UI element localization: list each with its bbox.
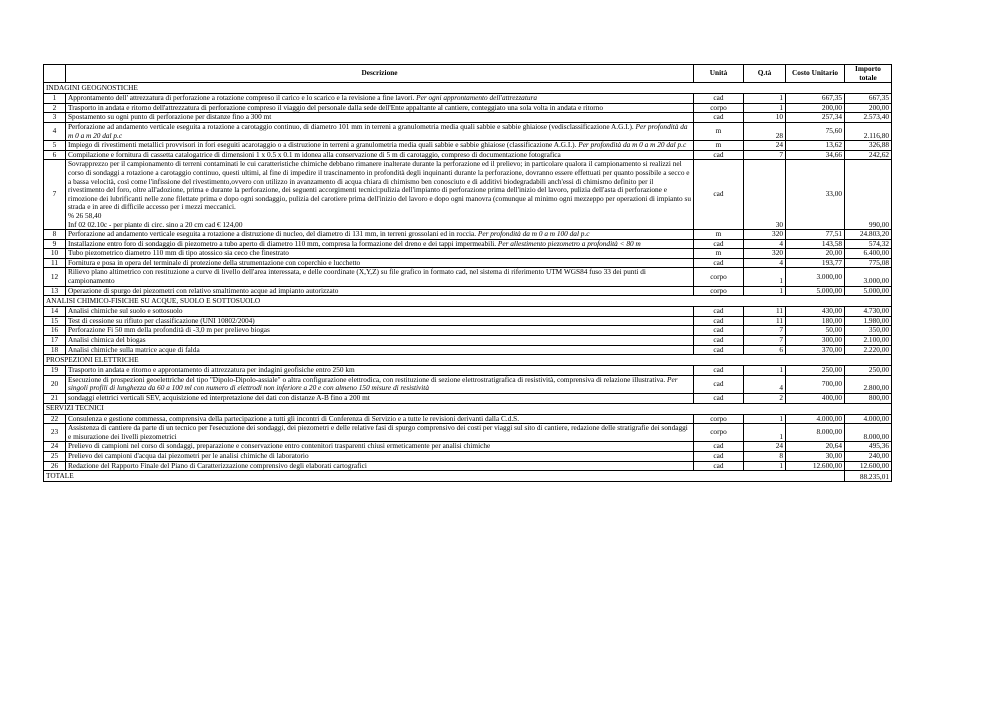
- row-quantity: 24: [744, 442, 786, 452]
- row-unit: cad: [694, 239, 744, 249]
- row-unit-cost: 193,77: [786, 258, 845, 268]
- row-unit-cost: 200,00: [786, 103, 845, 113]
- row-description: [66, 141, 694, 151]
- row-quantity: 1: [744, 103, 786, 113]
- row-total: 5.000,00: [845, 286, 892, 296]
- row-total: 2.116,80: [845, 122, 892, 140]
- row-unit: corpo: [694, 414, 744, 424]
- row-unit: cad: [694, 307, 744, 317]
- col-qta-header: Q.tà: [744, 65, 786, 83]
- row-quantity: 1: [744, 366, 786, 376]
- row-number: 20: [44, 375, 66, 393]
- description-italic: Per singoli profili di lunghezza da 60 a 100 ml con numero di elettrodi non inferiore a 20 e con almeno 150 misure di resistività: [68, 375, 678, 393]
- description-text: Prelievo dei campioni d'acqua dai piezometri per le analisi chimiche di laboratorio: [68, 451, 309, 460]
- description-text: Spostamento su ogni punto di perforazione per distanze fino a 300 mt: [68, 112, 272, 122]
- description-text: Operazione di spurgo dei piezometri con relativo smaltimento acque ad impianto autorizzato: [68, 286, 339, 295]
- row-total: 4.000,00: [845, 414, 892, 424]
- section-title: PROSPEZIONI ELETTRICHE: [44, 355, 892, 366]
- description-text: Approntamento dell' attrezzatura di perforazione a rotazione compreso il carico e lo scarico e la revisione a fine lavori.: [68, 93, 415, 103]
- row-total: 775,08: [845, 258, 892, 268]
- col-number-header: [44, 65, 66, 83]
- description-text: Esecuzione di prospezioni geoelettriche del tipo "Dipolo-Dipolo-assiale" o altra configurazione elettrodica, con restituzione di sezione elettrostratigrafica di resistività, comprensiva di relazione illustrativa.: [68, 375, 666, 384]
- description-text: Analisi chimica del biogas: [68, 335, 146, 345]
- row-unit-cost: 77,51: [786, 230, 845, 240]
- total-row: [44, 471, 892, 482]
- row-number: 22: [44, 414, 66, 424]
- row-description: [66, 442, 694, 452]
- table-row: [44, 150, 892, 160]
- total-label: TOTALE: [44, 471, 845, 482]
- row-total: 4.730,00: [845, 307, 892, 317]
- row-description: [66, 336, 694, 346]
- row-unit-cost: 13,62: [786, 141, 845, 151]
- row-unit: cad: [694, 326, 744, 336]
- row-unit: cad: [694, 442, 744, 452]
- row-quantity: 2: [744, 394, 786, 404]
- row-total: 12.600,00: [845, 461, 892, 471]
- row-quantity: 7: [744, 150, 786, 160]
- table-row: [44, 249, 892, 259]
- description-text: Analisi chimiche sulla matrice acque di falda: [68, 345, 200, 354]
- row-unit-cost: 143,58: [786, 239, 845, 249]
- row-number: 1: [44, 94, 66, 104]
- row-quantity: 4: [744, 375, 786, 393]
- row-quantity: 1: [744, 424, 786, 442]
- table-row: [44, 307, 892, 317]
- row-unit-cost: 12.600,00: [786, 461, 845, 471]
- row-description: [66, 230, 694, 240]
- row-number: 11: [44, 258, 66, 268]
- row-total: 24.803,20: [845, 230, 892, 240]
- row-unit: m: [694, 249, 744, 259]
- row-number: 19: [44, 366, 66, 376]
- row-quantity: 30: [744, 160, 786, 230]
- row-unit-cost: 257,34: [786, 113, 845, 123]
- row-unit-cost: 5.000,00: [786, 286, 845, 296]
- row-quantity: 6: [744, 345, 786, 355]
- table-row: [44, 316, 892, 326]
- row-unit-cost: 20,64: [786, 442, 845, 452]
- description-text: sondaggi elettrici verticali SEV, acquisizione ed interpretazione dei dati con distanze A-B fino a 200 mt: [68, 393, 370, 402]
- table-row: [44, 366, 892, 376]
- table-row: [44, 286, 892, 296]
- description-text: Prelievo di campioni nel corso di sondaggi, preparazione e conservazione entro contenitori trasparenti chiusi ermeticamente per analisi chimiche: [68, 441, 491, 451]
- row-description: [66, 268, 694, 286]
- table-row: [44, 424, 892, 442]
- table-row: [44, 268, 892, 286]
- row-number: 9: [44, 239, 66, 249]
- row-unit: cad: [694, 366, 744, 376]
- row-quantity: 11: [744, 307, 786, 317]
- row-unit: cad: [694, 375, 744, 393]
- row-quantity: 7: [744, 326, 786, 336]
- description-text: Compilazione e fornitura di cassetta catalogatrice di dimensioni 1 x 0.5 x 0.1 m idonea alla conservazione di 5 m di carotaggio, compreso di documentazione fotografica: [68, 150, 561, 159]
- col-importo-header: Importo totale: [845, 65, 892, 83]
- table-row: [44, 451, 892, 461]
- row-quantity: 7: [744, 336, 786, 346]
- description-text: Trasporto in andata e ritorno e approntamento di attrezzatura per indagini geofisiche entro 250 km: [68, 365, 355, 375]
- total-value: 88.235,01: [845, 471, 892, 482]
- row-total: 574,32: [845, 239, 892, 249]
- row-description: [66, 286, 694, 296]
- row-unit: cad: [694, 316, 744, 326]
- row-description: [66, 307, 694, 317]
- section-row: [44, 355, 892, 366]
- row-total: 250,00: [845, 366, 892, 376]
- row-quantity: 10: [744, 113, 786, 123]
- row-unit-cost: 20,00: [786, 249, 845, 259]
- description-text: Test di cessione su rifiuto per classificazione (UNI 10802/2004): [68, 316, 255, 325]
- col-descrizione-header: Descrizione: [66, 65, 694, 83]
- row-description: [66, 103, 694, 113]
- table-row: [44, 394, 892, 404]
- row-total: 6.400,00: [845, 249, 892, 259]
- row-description: [66, 239, 694, 249]
- row-unit: m: [694, 141, 744, 151]
- cost-estimate-table: [43, 64, 892, 482]
- row-total: 350,00: [845, 326, 892, 336]
- table-row: [44, 461, 892, 471]
- row-unit: m: [694, 230, 744, 240]
- description-extra-line: Inf 02 02.10c - per piante di circ. sino a 20 cm cad € 124,00: [68, 219, 243, 229]
- row-total: 2.573,40: [845, 113, 892, 123]
- row-number: 21: [44, 394, 66, 404]
- row-unit-cost: 400,00: [786, 394, 845, 404]
- row-unit: cad: [694, 461, 744, 471]
- row-total: 240,00: [845, 451, 892, 461]
- row-unit-cost: 33,00: [786, 160, 845, 230]
- row-number: 23: [44, 424, 66, 442]
- description-text: Trasporto in andata e ritorno dell'attrezzatura di perforazione compreso il viaggio del personale dalla sede dell'Ente appaltante al cantiere, conteggiato una sola volta in andata e ritorno: [68, 103, 604, 112]
- row-quantity: 28: [744, 122, 786, 140]
- table-row: [44, 230, 892, 240]
- row-number: 2: [44, 103, 66, 113]
- description-extra-line: % 26 58,40: [68, 210, 102, 220]
- table-row: [44, 141, 892, 151]
- row-number: 12: [44, 268, 66, 286]
- header-row: [44, 65, 892, 83]
- row-description: [66, 366, 694, 376]
- row-quantity: 320: [744, 230, 786, 240]
- description-text: Rilievo plano altimetrico con restituzione a curve di livello dell'area interessata, e delle coordinate (X,Y,Z) su file grafico in formato cad, nel sistema di riferimento UTM WGS84 fuso 33 dei punti di campionamento: [68, 267, 646, 286]
- row-unit-cost: 34,66: [786, 150, 845, 160]
- row-unit-cost: 370,00: [786, 345, 845, 355]
- row-total: 990,00: [845, 160, 892, 230]
- row-number: 8: [44, 230, 66, 240]
- row-description: [66, 94, 694, 104]
- row-description: [66, 394, 694, 404]
- row-total: 2.220,00: [845, 345, 892, 355]
- row-unit: cad: [694, 113, 744, 123]
- row-quantity: 4: [744, 258, 786, 268]
- row-total: 495,36: [845, 442, 892, 452]
- row-number: 3: [44, 113, 66, 123]
- row-quantity: 1: [744, 268, 786, 286]
- row-number: 5: [44, 141, 66, 151]
- row-description: [66, 113, 694, 123]
- table-row: [44, 326, 892, 336]
- row-number: 17: [44, 336, 66, 346]
- row-unit-cost: 430,00: [786, 307, 845, 317]
- row-quantity: 320: [744, 249, 786, 259]
- row-quantity: 1: [744, 286, 786, 296]
- description-text: Installazione entro foro di sondaggio di piezometro a tubo aperto di diametro 110 mm, compresa la formazione del dreno e dei tappi impermeabili.: [68, 239, 497, 248]
- section-title: ANALISI CHIMICO-FISICHE SU ACQUE, SUOLO E SOTTOSUOLO: [44, 296, 892, 307]
- description-text: Assistenza di cantiere da parte di un tecnico per l'esecuzione dei sondaggi, dei piezometri e delle relative fasi di spurgo comprensivo dei costi per viaggi sul sito di cantiere, redazione delle stratigrafie dei sondaggi e misurazione dei livelli piezometrici: [68, 423, 688, 441]
- row-total: 326,88: [845, 141, 892, 151]
- description-text: Sovrapprezzo per il campionamento di terreni contaminati le cui caratteristiche chimiche debbano rimanere inalterate durante la perforazione ed il prelievo; in particolare qualora il campionamento si realizzi nel corso di sondaggi a rotazione a carotaggio continuo, questi ultimi, al fine di impedire il trascinamento in profondità degli inquinanti durante la perforazione, dovranno essere effettuati per quanto possibile a secco e a bassa velocità, così come l'infissione del rivestimento,ovvero con utilizzo in avanzamento di acqua chiara di chimismo ben conosciuto e di additivi biodegradabili anch'essi di chimismo definito per il rivestimento del foro, oltre all'adozione, prima e durante la perforazione, dei seguenti accorgimenti tecnici:pulizia dell'impianto di perforazione prima dell'inizio del lavoro, pulizia dell'asta di perforazione e rimozione dei lubrificanti nelle zone filettate prima e dopo ogni sondaggio, pulizia del carotiere prima dell'inizio del lavoro e dopo ogni manovra (comunque al minimo ogni mezzeppo per operazioni di impianto su strada e in aree di difficile accesso per i mezzi meccanici.: [68, 159, 691, 212]
- row-description: [66, 249, 694, 259]
- description-text: Consulenza e gestione commessa, comprensiva della partecipazione a tutti gli incontri di Conferenza di Servizio e a tutte le revisioni derivanti dalla C.d.S.: [68, 414, 520, 423]
- table-row: [44, 345, 892, 355]
- description-italic: Per profondità da m 0 a m 20 dal p.c: [578, 140, 687, 150]
- row-quantity: 24: [744, 141, 786, 151]
- row-unit: corpo: [694, 103, 744, 113]
- description-italic: Per profondità da m 0 a m 20 dal p.c: [68, 122, 688, 140]
- description-italic: Per allestimento piezometro a profondità < 80 m: [497, 239, 641, 248]
- row-unit: cad: [694, 94, 744, 104]
- row-description: [66, 316, 694, 326]
- row-total: 1.980,00: [845, 316, 892, 326]
- row-unit-cost: 30,00: [786, 451, 845, 461]
- table-row: [44, 375, 892, 393]
- row-unit: cad: [694, 150, 744, 160]
- row-description: [66, 451, 694, 461]
- row-number: 26: [44, 461, 66, 471]
- row-description: [66, 150, 694, 160]
- row-unit-cost: 75,60: [786, 122, 845, 140]
- row-number: 15: [44, 316, 66, 326]
- row-total: 242,62: [845, 150, 892, 160]
- col-costo-header: Costo Unitario: [786, 65, 845, 83]
- row-unit-cost: 50,00: [786, 326, 845, 336]
- description-text: Perforazione ad andamento verticale eseguita a rotazione a distruzione di nucleo, del diametro di 131 mm, in terreni grossolani ed in roccia.: [68, 229, 477, 239]
- row-unit-cost: 3.000,00: [786, 268, 845, 286]
- row-total: 2.800,00: [845, 375, 892, 393]
- row-total: 800,00: [845, 394, 892, 404]
- row-unit-cost: 4.000,00: [786, 414, 845, 424]
- description-text: Fornitura e posa in opera del terminale di protezione della strumentazione con coperchio e lucchetto: [68, 258, 361, 267]
- row-number: 7: [44, 160, 66, 230]
- row-number: 4: [44, 122, 66, 140]
- description-text: Analisi chimiche sul suolo e sottosuolo: [68, 306, 183, 316]
- row-description: [66, 424, 694, 442]
- row-total: 8.000,00: [845, 424, 892, 442]
- description-text: Impiego di rivestimenti metallici provvisori in fori eseguiti acarotaggio o a distruzione in terreni a granulometria media quali sabbie e sabbie ghiaiose (classificazione A.G.I.).: [68, 140, 577, 150]
- row-number: 24: [44, 442, 66, 452]
- row-description: [66, 122, 694, 140]
- row-unit: cad: [694, 451, 744, 461]
- row-unit: cad: [694, 258, 744, 268]
- row-number: 25: [44, 451, 66, 461]
- description-text: Redazione del Rapporto Finale del Piano di Caratterizzazione comprensivo degli elaborati cartografici: [68, 461, 367, 470]
- row-description: [66, 160, 694, 230]
- row-total: 2.100,00: [845, 336, 892, 346]
- row-unit: corpo: [694, 268, 744, 286]
- table-row: [44, 258, 892, 268]
- row-number: 10: [44, 249, 66, 259]
- row-quantity: 11: [744, 316, 786, 326]
- description-italic: Per ogni approntamento dell'attrezzatura: [416, 93, 537, 103]
- row-total: 3.000,00: [845, 268, 892, 286]
- row-total: 200,00: [845, 103, 892, 113]
- table-row: [44, 113, 892, 123]
- table-row: [44, 94, 892, 104]
- row-unit: cad: [694, 336, 744, 346]
- row-unit-cost: 300,00: [786, 336, 845, 346]
- row-quantity: 1: [744, 94, 786, 104]
- description-text: Tubo piezometrico diametro 110 mm di tipo atossico sia ceco che finestrato: [68, 248, 289, 258]
- row-number: 16: [44, 326, 66, 336]
- row-unit-cost: 667,35: [786, 94, 845, 104]
- row-description: [66, 345, 694, 355]
- row-number: 13: [44, 286, 66, 296]
- description-italic: Per profondità da m 0 a m 100 dal p.c: [477, 229, 590, 239]
- row-number: 14: [44, 307, 66, 317]
- section-title: SERVIZI TECNICI: [44, 403, 892, 414]
- row-quantity: 1: [744, 414, 786, 424]
- row-unit: cad: [694, 160, 744, 230]
- row-quantity: 4: [744, 239, 786, 249]
- row-quantity: 1: [744, 461, 786, 471]
- table-row: [44, 103, 892, 113]
- table-body: [44, 83, 892, 482]
- section-row: [44, 403, 892, 414]
- row-unit: corpo: [694, 424, 744, 442]
- row-description: [66, 375, 694, 393]
- row-unit: corpo: [694, 286, 744, 296]
- section-row: [44, 296, 892, 307]
- row-number: 18: [44, 345, 66, 355]
- row-unit-cost: 8.000,00: [786, 424, 845, 442]
- row-number: 6: [44, 150, 66, 160]
- row-unit-cost: 180,00: [786, 316, 845, 326]
- row-description: [66, 326, 694, 336]
- row-description: [66, 258, 694, 268]
- row-unit: cad: [694, 394, 744, 404]
- table-row: [44, 442, 892, 452]
- description-text: Perforazione ad andamento verticale eseguita a rotazione a carotaggio continuo, di diametro 101 mm in terreni a granulometria media quali sabbie e sabbie ghiaiose (vedisclassificazione A.G.I.).: [68, 122, 634, 131]
- row-description: [66, 461, 694, 471]
- row-unit: m: [694, 122, 744, 140]
- row-total: 667,35: [845, 94, 892, 104]
- row-quantity: 8: [744, 451, 786, 461]
- table-row: [44, 122, 892, 140]
- col-unita-header: Unità: [694, 65, 744, 83]
- section-row: [44, 83, 892, 94]
- row-unit-cost: 250,00: [786, 366, 845, 376]
- row-unit-cost: 700,00: [786, 375, 845, 393]
- table-row: [44, 414, 892, 424]
- section-title: INDAGINI GEOGNOSTICHE: [44, 83, 892, 94]
- table-row: [44, 160, 892, 230]
- description-text: Perforazione Fi 50 mm della profondità di -3,0 m per prelievo biogas: [68, 325, 270, 335]
- row-unit: cad: [694, 345, 744, 355]
- row-description: [66, 414, 694, 424]
- table-row: [44, 336, 892, 346]
- table-row: [44, 239, 892, 249]
